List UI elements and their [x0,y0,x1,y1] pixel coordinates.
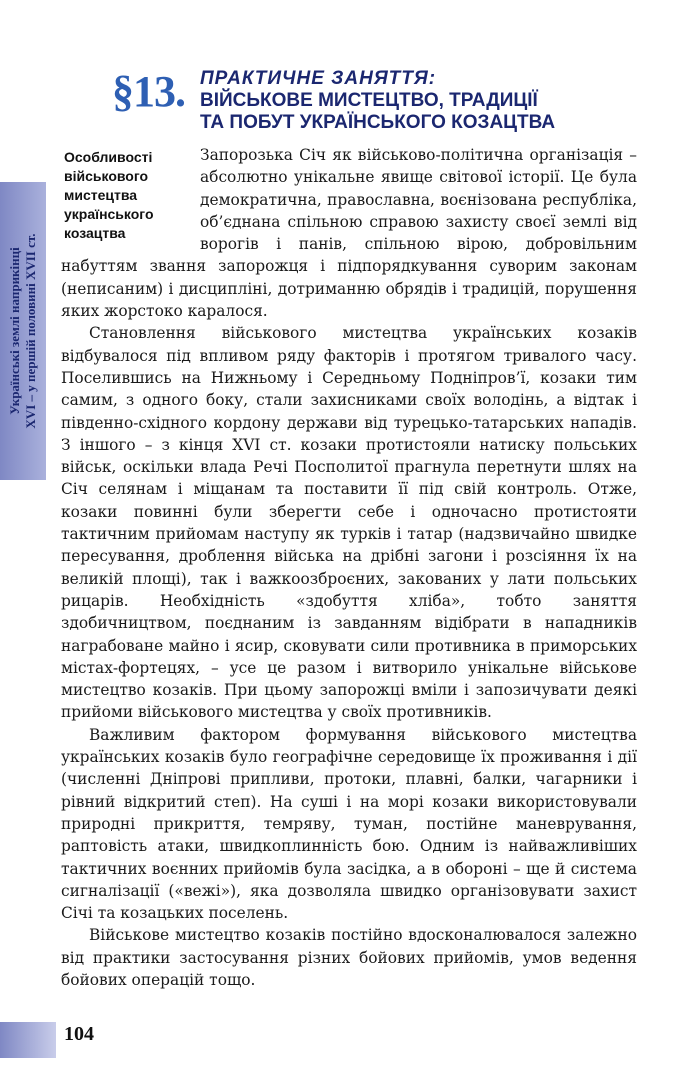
side-label-line2: XVI – у першій половині XVII ст. [23,233,38,429]
title-line3: ТА ПОБУТ УКРАЇНСЬКОГО КОЗАЦТВА [200,112,556,133]
body-paragraph-1: Запорозька Січ як військово-політична організація – абсолютно унікальне явище світової історії. Це була демократична, православна, воєнізована республіка, об’єднана спільною справою захисту своєї землі від ворогів і панів, спільною вірою, добровільним набуттям звання запорожця і підпорядкування суворим законам (неписаним) і дисципліні, дотриманню обрядів і традицій, порушення яких жорстоко каралося. [61,146,637,321]
section-side-label [7,185,39,477]
marginal-note: Особливості військового мистецтва українського козацтва [64,149,154,241]
title-line2: ВІЙСЬКОВЕ МИСТЕЦТВО, ТРАДИЦІЇ [200,90,538,111]
side-label-line1: Українські землі наприкінці [7,247,22,415]
marginal-spacer [61,144,200,254]
body-paragraph-3: Важливим фактором формування військового мистецтва українських козаків було географічне середовище їх проживання і дії (численні Дніпрові припливи, протоки, плавні, балки, чагарники і рівний відкритий степ). На суші і на морі козаки використовували природні прикриття, темряву, туман, постійне маневрування, раптовість атаки, швидкоплинність бою. Одним із найважливіших тактичних воєнних прийомів була засідка, а в обороні – ще й система сигналізації («вежі»), яка дозволяла швидко організовувати захист Січі та козацьких поселень. [61,725,637,923]
page-number: 104 [64,1023,94,1045]
body-paragraph-4: Військове мистецтво козаків постійно вдосконалювалося залежно від практики застосування різних бойових прийомів, умов ведення бойових операцій тощо. [61,926,637,989]
paragraph-number: §13. [112,67,185,116]
page-number-tab [0,1022,56,1058]
body-paragraph-2: Становлення військового мистецтва українських козаків відбувалося під впливом ряду факторів і протягом тривалого часу. Поселившись на Нижньому і Середньому Подніпров’ї, козаки тим самим, з одного боку, стали захисниками своїх володінь, а відтак і південно-східного кордону держави від турецько-татарських нападів. З іншого – з кінця XVI ст. козаки протистояли натиску польських військ, оскільки влада Речі Посполитої прагнула перетнути шлях на Січ селянам і міщанам та поставити її під свій контроль. Отже, козаки повинні були зберегти себе і одночасно протистояти тактичним прийомам наступу як турків і татар (надзвичайно швидке пересування, дроблення війська на дрібні загони і розсіяння їх на великій площі), так і важкоозброєних, закованих у лати польських рицарів. Необхідність «здобуття хліба», тобто заняття здобичництвом, поєднаним із завданням відібрати в нападників награбоване майно і ясир, сковувати сили противника в приморських містах-фортецях, – усе це разом і витворило унікальне військове мистецтво козаків. При цьому запорожці вміли і запозичувати деякі прийоми військового мистецтва у своїх противників. [61,324,637,722]
body-text [61,144,637,991]
title-line1: ПРАКТИЧНЕ ЗАНЯТТЯ: [200,68,437,89]
lesson-title [200,68,670,134]
